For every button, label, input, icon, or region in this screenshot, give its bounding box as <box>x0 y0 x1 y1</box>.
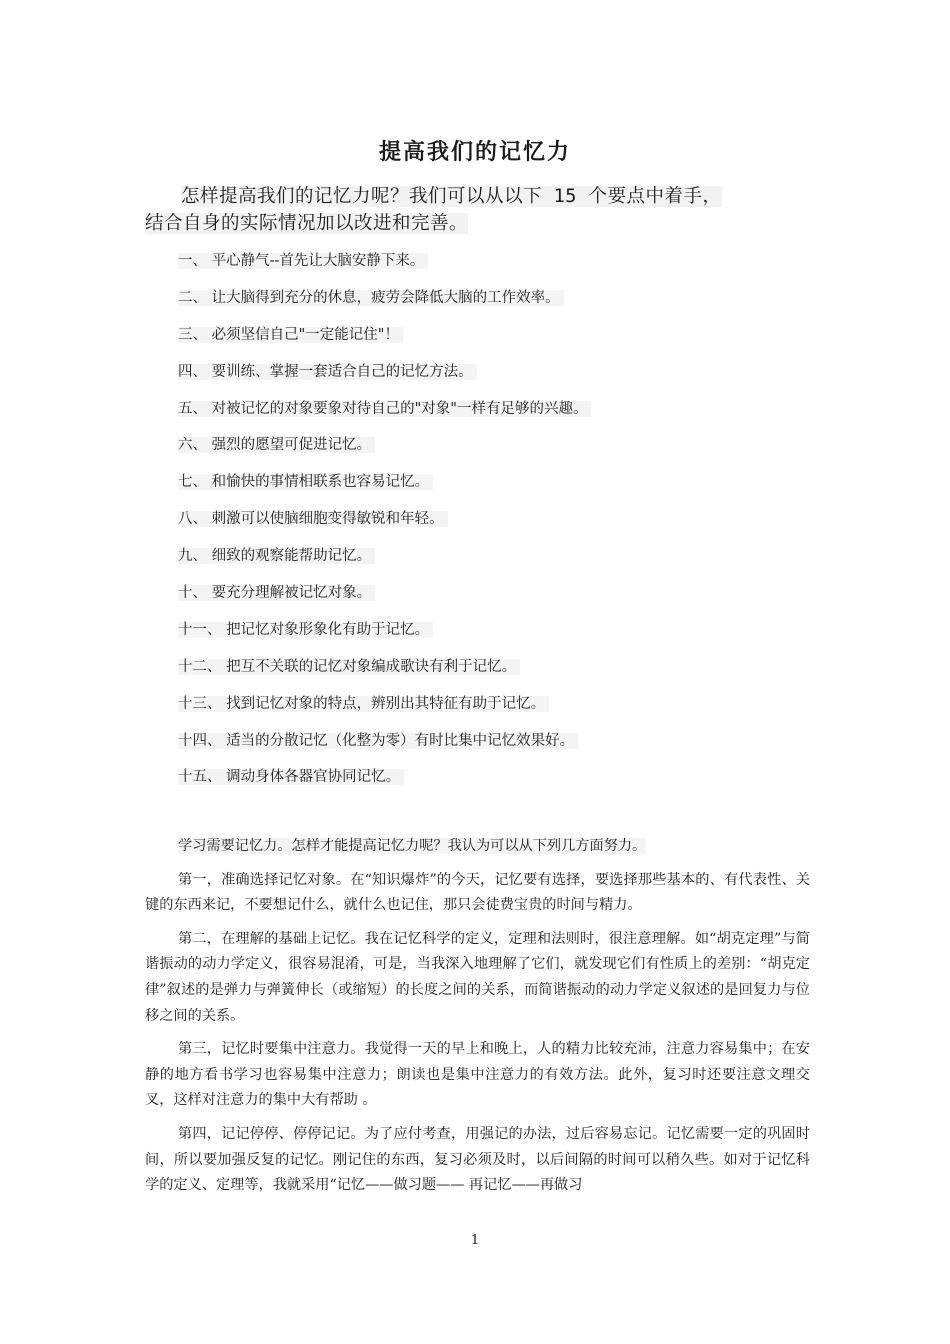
list-item <box>178 654 818 691</box>
key-points-list <box>178 248 818 801</box>
point-number: 一、 <box>178 253 207 269</box>
list-item <box>178 691 818 728</box>
point-text: 细致的观察能帮助记忆。 <box>211 548 372 565</box>
list-item <box>178 469 818 506</box>
point-number: 二、 <box>178 289 207 306</box>
body-paragraph <box>145 834 810 860</box>
point-text: 必须坚信自己"一定能记住"！ <box>211 326 399 343</box>
list-item <box>178 322 818 359</box>
page-number: 1 <box>470 1233 480 1248</box>
document-title: 提高我们的记忆力 <box>378 139 571 165</box>
list-item <box>178 764 818 801</box>
list-item <box>178 543 818 580</box>
point-text: 对被记忆的对象要象对待自己的"对象"一样有足够的兴趣。 <box>211 400 588 417</box>
point-text: 要训练、掌握一套适合自己的记忆方法。 <box>211 363 473 380</box>
point-text: 找到记忆对象的特点，辨别出其特征有助于记忆。 <box>226 695 546 712</box>
list-item <box>178 506 818 543</box>
body-paragraph: 第二，在理解的基础上记忆。我在记忆科学的定义，定理和法则时，很注意理解。如“胡克定理”与简谐振动的动力学定义，很容易混淆，可是，当我深入地理解了它们，就发现它们有性质上的差别：“胡克定律”叙述的是弹力与弹簧伸长（或缩短）的长度之间的关系，而简谐振动的动力学定义叙述的是回复力与位移之间的关系。 <box>145 930 810 1024</box>
list-item <box>178 285 818 322</box>
point-text: 刺激可以使脑细胞变得敏锐和年轻。 <box>211 511 444 528</box>
point-number: 十五、 <box>178 769 222 786</box>
list-item <box>178 580 818 617</box>
list-item <box>178 432 818 469</box>
point-number: 九、 <box>178 548 207 565</box>
point-number: 三、 <box>178 326 207 343</box>
point-text: 调动身体各器官协同记忆。 <box>226 769 401 786</box>
body-paragraph-text: 学习需要记忆力。怎样才能提高记忆力呢？我认为可以从下列几方面努力。 <box>178 838 647 854</box>
list-item <box>178 396 818 433</box>
point-text: 把互不关联的记忆对象编成歌诀有利于记忆。 <box>226 658 517 675</box>
list-item <box>178 359 818 396</box>
intro-paragraph <box>145 183 810 237</box>
point-number: 十三、 <box>178 695 222 712</box>
point-text: 和愉快的事情相联系也容易记忆。 <box>211 474 430 491</box>
list-item <box>178 248 818 285</box>
body-paragraph: 第三，记忆时要集中注意力。我觉得一天的早上和晚上，人的精力比较充沛，注意力容易集中；在安静的地方看书学习也容易集中注意力；朗读也是集中注意力的有效方法。此外，复习时还要注意文理交叉，这样对注意力的集中大有帮助 。 <box>145 1041 810 1109</box>
point-text: 适当的分散记忆（化整为零）有时比集中记忆效果好。 <box>226 732 575 749</box>
point-number: 四、 <box>178 363 207 380</box>
point-number: 十一、 <box>178 621 222 638</box>
point-number: 十、 <box>178 585 207 602</box>
intro-line-1: 怎样提高我们的记忆力呢？我们可以从以下 15 个要点中着手， <box>181 186 722 207</box>
point-text: 让大脑得到充分的休息，疲劳会降低大脑的工作效率。 <box>211 289 560 306</box>
article-body <box>145 834 810 1207</box>
list-item <box>178 728 818 765</box>
point-text: 把记忆对象形象化有助于记忆。 <box>226 621 430 638</box>
point-number: 六、 <box>178 437 207 454</box>
point-number: 七、 <box>178 474 207 491</box>
point-text: 平心静气--首先让大脑安静下来。 <box>211 253 425 269</box>
list-item <box>178 617 818 654</box>
point-text: 要充分理解被记忆对象。 <box>211 585 372 602</box>
point-number: 十二、 <box>178 658 222 675</box>
point-number: 十四、 <box>178 732 222 749</box>
point-text: 强烈的愿望可促进记忆。 <box>211 437 372 454</box>
point-number: 八、 <box>178 511 207 528</box>
body-paragraph: 第四，记记停停、停停记记。为了应付考查，用强记的办法，过后容易忘记。记忆需要一定的巩固时间，所以要加强反复的记忆。刚记住的东西，复习必须及时，以后间隔的时间可以稍久些。如对于记忆科学的定义、定理等，我就采用“记忆——做习题—— 再记忆——再做习 <box>145 1125 810 1194</box>
body-paragraph: 第一，准确选择记忆对象。在“知识爆炸”的今天，记忆要有选择，要选择那些基本的、有代表性、关键的东西来记，不要想记什么，就什么也记住，那只会徒费宝贵的时间与精力。 <box>145 871 810 914</box>
point-number: 五、 <box>178 400 207 417</box>
intro-line-2: 结合自身的实际情况加以改进和完善。 <box>145 213 469 234</box>
